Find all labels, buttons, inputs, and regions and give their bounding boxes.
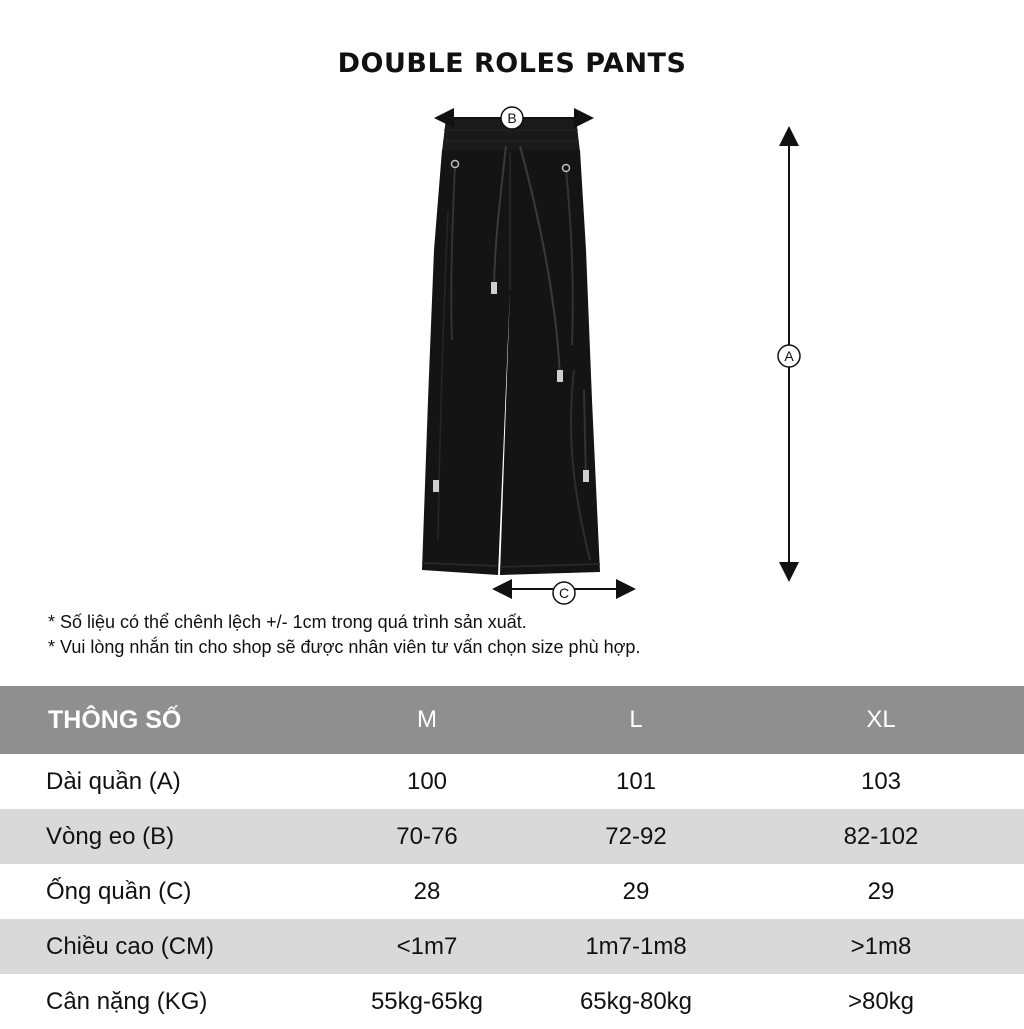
cell-xl: >80kg	[847, 987, 915, 1015]
length-arrow-a	[778, 130, 800, 578]
cell-xl: 103	[860, 767, 902, 795]
header-size-m: M	[417, 706, 437, 733]
row-label: Dài quần (A)	[46, 767, 181, 795]
table-row	[0, 974, 1024, 1029]
row-label: Chiều cao (CM)	[46, 932, 215, 960]
label-c: C	[558, 585, 570, 601]
hem-arrow-c	[496, 582, 632, 604]
note-tolerance: * Số liệu có thể chênh lệch +/- 1cm trong quá trình sản xuất.	[48, 612, 527, 632]
row-label: Ống quần (C)	[46, 877, 192, 905]
cell-m: 70-76	[396, 822, 458, 850]
cell-m: <1m7	[396, 932, 458, 960]
cell-l: 29	[622, 877, 650, 905]
size-chart-table	[0, 686, 1024, 1029]
label-b: B	[507, 110, 517, 126]
table-row	[0, 754, 1024, 809]
row-label: Vòng eo (B)	[46, 822, 175, 850]
table-row	[0, 919, 1024, 974]
note-contact: * Vui lòng nhắn tin cho shop sẽ được nhân viên tư vấn chọn size phù hợp.	[48, 637, 641, 657]
header-size-xl: XL	[866, 706, 896, 733]
header-spec: THÔNG SỐ	[48, 705, 182, 734]
cell-m: 28	[413, 877, 441, 905]
size-notes	[48, 610, 640, 660]
cell-l: 1m7-1m8	[585, 932, 687, 960]
pants-image	[422, 118, 600, 575]
header-size-l: L	[629, 706, 643, 733]
table-row	[0, 864, 1024, 919]
table-row	[0, 809, 1024, 864]
cell-l: 65kg-80kg	[579, 987, 693, 1015]
cell-m: 55kg-65kg	[370, 987, 484, 1015]
label-a: A	[784, 348, 794, 364]
cell-l: 72-92	[605, 822, 667, 850]
cell-xl: 82-102	[843, 822, 919, 850]
row-label: Cân nặng (KG)	[46, 987, 208, 1015]
cell-xl: >1m8	[850, 932, 912, 960]
cell-l: 101	[615, 767, 657, 795]
cell-xl: 29	[867, 877, 895, 905]
page-title: DOUBLE ROLES PANTS	[337, 48, 687, 79]
table-header-row	[0, 686, 1024, 754]
cell-m: 100	[406, 767, 448, 795]
